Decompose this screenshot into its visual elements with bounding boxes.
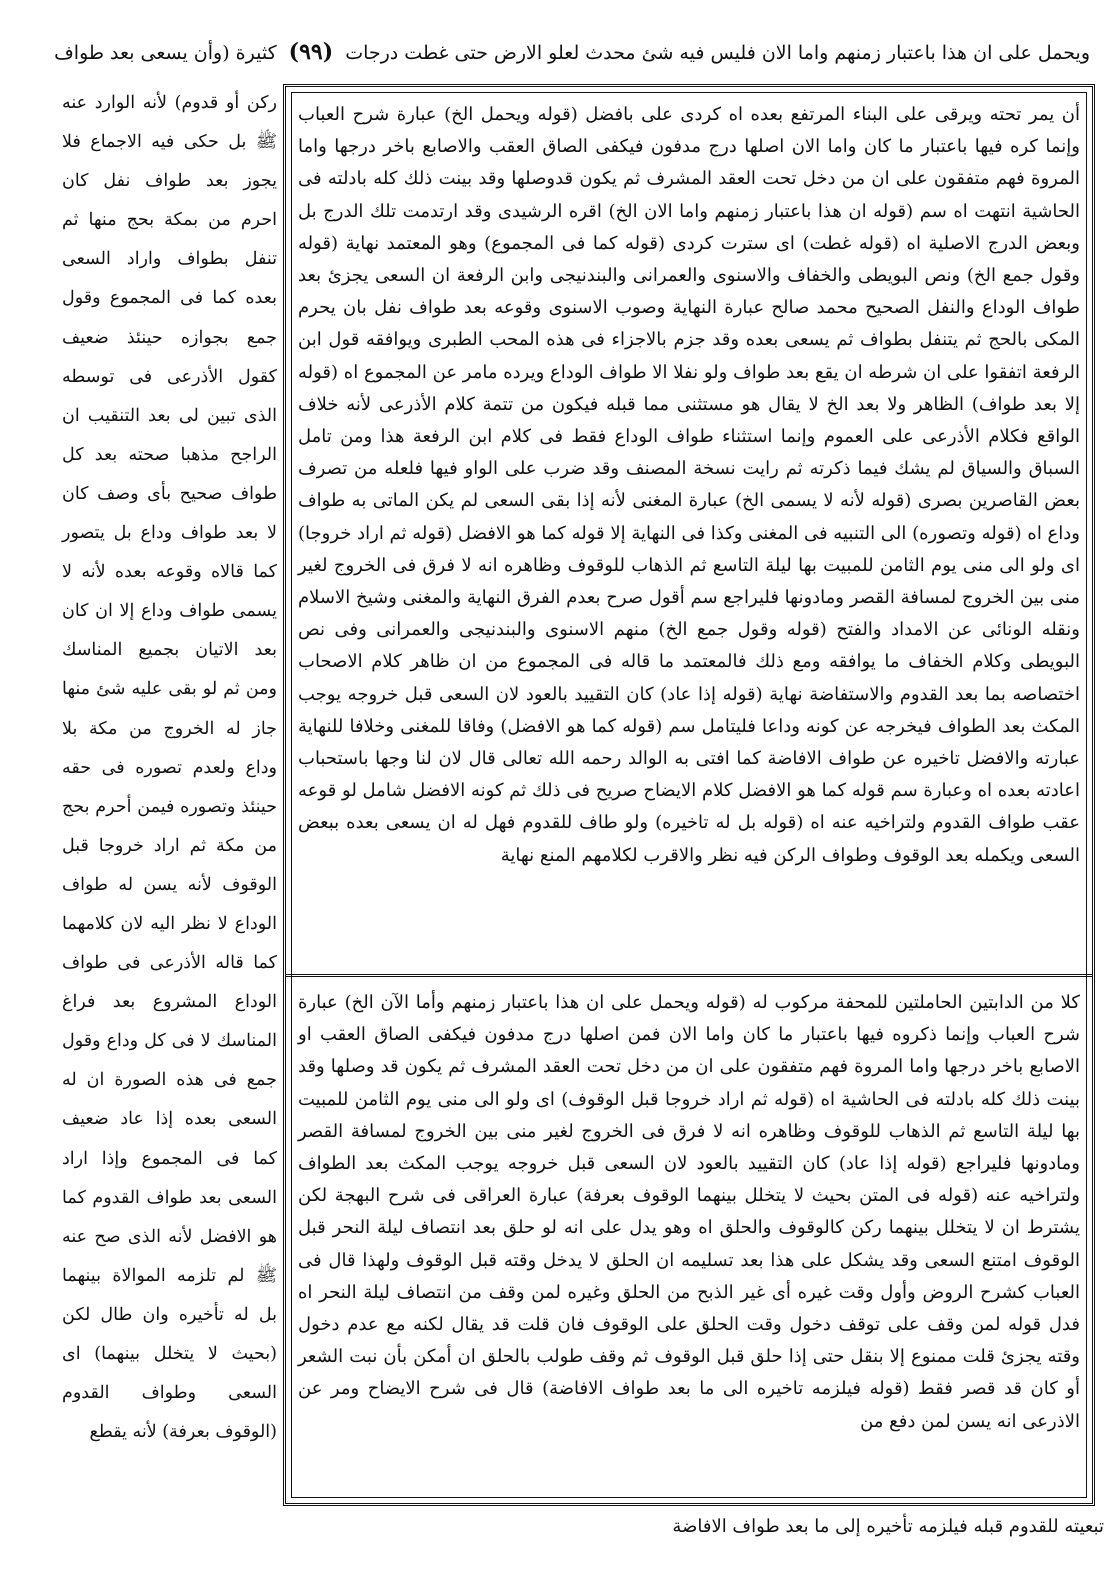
header-main: ويحمل على ان هذا باعتبار زمنهم واما الان فليس فيه شئ محدث لعلو الارض حتى غطت درجات: [345, 42, 1090, 64]
footer-text: تبعيته للقدوم قبله فيلزمه تأخيره إلى ما بعد طواف الافاضة: [672, 1516, 1104, 1537]
top-box-text: أن يمر تحته ويرقى على البناء المرتفع بعده اه كردى على بافضل (قوله ويحمل الخ) عبارة شرح العباب وإنما كره فيها باعتبار ما كان واما الان اصلها درج مدفون فيكفى الصاق العقب والاصابع باخر درجها واما المروة فهم متفقون على ان من دخل تحت العقد المشرف ثم يكون قدوصلها وقد بينت ذلك كله بادلته فى الحاشية انتهت اه سم (قوله ان هذا باعتبار زمنهم واما الان الخ) اقره الرشيدى وقد ارتدمت تلك الدرج بل وبعض الدرج الاصلية اه (قوله غطت) اى سترت كردى (قوله كما فى المجموع) وهو المعتمد نهاية (قوله وقول جمع الخ) ونص البويطى والخفاف والاسنوى والعمرانى والبندنيجى وابن الرفعة ان السعى يجزئ بعد طواف الوداع والنفل الصحيح محمد صالح عبارة النهاية وصوب الاسنوى وقوعه بعد طواف نفل بان يحرم المكى بالحج ثم يتنفل بطواف ثم يسعى بعده وقد جزم بالاجزاء فى هذه المحب الطبرى ويوافقه قول ابن الرفعة اتفقوا على ان شرطه ان يقع بعد طواف ولو نفلا الا طواف الوداع ويرده مامر عن المجموع اه (قوله إلا بعد طواف) الظاهر ولا بعد الخ لا يقال هو مستثنى مما قبله فيكون من تتمة كلام الأذرعى لأنه خلاف الواقع فكلام الأذرعى على العموم وإنما استثناء طواف الوداع فقط فى كلام ابن الرفعة هذا ومن تامل السباق والسياق لم يشك فيما ذكرته ثم رايت نسخة المصنف وقد ضرب على الواو فيها فلعله من تصرف بعض القاصرين بصرى (قوله لأنه لا يسمى الخ) عبارة المغنى لأنه إذا بقى السعى لم يكن الماتى به طواف وداع اه (قوله وتصوره) الى التنبيه فى المغنى وكذا فى النهاية إلا قوله كما هو الافضل (قوله ثم اراد خروجا) اى ولو الى منى يوم الثامن للمبيت بها ليلة التاسع ثم الذهاب للوقوف وظاهره انه لا فرق فى الخروج لغير منى بين الخروج لمسافة القصر ومادونها فليراجع سم أقول صرح بعدم الفرق النهاية والمغنى وشيخ الاسلام ونقله الونائى عن الامداد والفتح (قوله وقول جمع الخ) منهم الاسنوى والبندنيجى والعمرانى وفى نص البويطى وكلام الخفاف ما يوافقه ومع ذلك فالمعتمد ما قاله فى المجموع من ان ظاهر كلام الاصحاب اختصاصه بما بعد القدوم والاستفاضة نهاية (قوله إذا عاد) كان التقييد بالعود لان السعى قبل خروجه يوجب المكث بعد الطواف فيخرجه عن كونه وداعا فليتامل سم (قوله كما هو الافضل) وفاقا للمغنى وخلافا للنهاية عبارته والافضل تاخيره عن طواف الافاضة كما افتى به الوالد رحمه الله تعالى قال لان لنا وجها باستحباب اعادته بعده اه وعبارة سم قوله كما هو الافضل كلام الايضاح صريح فى ذلك ثم كونه الافضل شامل لو قوعه عقب طواف القدوم ولتراخيه عنه اه (قوله بل له تاخيره) ولو طاف للقدوم فهل له ان يسعى بعده ببعض السعى ويكمله بعد الوقوف وطواف الركن فيه نظر والاقرب لكلامهم المنع نهاية: [298, 104, 1081, 866]
side-column-text: ركن أو قدوم) لأنه الوارد عنه ﷺ بل حكى فيه الاجماع فلا يجوز بعد طواف نفل كان احرم من بمكة بحج منها ثم تنفل بطواف واراد السعى بعده كما فى المجموع وقول جمع بجوازه حينئذ ضعيف كقول الأذرعى فى توسطه الذى تبين لى بعد التنقيب ان الراجح مذهبا صحته بعد كل طواف صحيح بأى وصف كان لا بعد طواف وداع بل يتصور كما قالاه وقوعه بعده لأنه لا يسمى طواف وداع إلا ان كان بعد الاتيان بجميع المناسك ومن ثم لو بقى عليه شئ منها جاز له الخروج من مكة بلا وداع ولعدم تصوره فى حقه حينئذ وتصوره فيمن أحرم بحج من مكة ثم اراد خروجا قبل الوقوف لأنه يسن له طواف الوداع لا نظر اليه لان كلامهما كما قاله الأذرعى فى طواف الوداع المشروع بعد فراغ المناسك لا فى كل وداع وقول جمع فى هذه الصورة ان له السعى بعده إذا عاد ضعيف كما فى المجموع وإذا اراد السعى بعد طواف القدوم كما هو الافضل لأنه الذى صح عنه ﷺ لم تلزمه الموالاة بينهما بل له تأخيره وان طال لكن (بحيث لا يتخلل بينهما) اى السعى وطواف القدوم (الوقوف بعرفة) لأنه يقطع: [62, 93, 277, 1443]
commentary-frame: [283, 84, 1095, 1506]
page-footer: [60, 1515, 1104, 1565]
header-side-start: كثيرة (وأن يسعى بعد طواف: [54, 42, 277, 64]
frame-divider: [286, 974, 1092, 977]
hashiya-top-box: [298, 99, 1080, 964]
matn-side-column: [62, 84, 277, 1509]
bottom-box-text: كلا من الدابتين الحاملتين للمحفة مركوب له (قوله ويحمل على ان هذا باعتبار زمنهم وأما الآن الخ) عبارة شرح العباب وإنما ذكروه فيها باعتبار ما كان واما الان فمن اصلها درج مدفون فيكفى الصاق العقب او الاصابع باخر درجها واما المروة فهم متفقون على ان من دخل تحت العقد المشرف ثم يكون قد وصلها وقد بينت ذلك كله بادلته فى الحاشية اه (قوله ثم اراد خروجا قبل الوقوف) اى ولو الى منى يوم الثامن للمبيت بها ليلة التاسع ثم الذهاب للوقوف وظاهره انه لا فرق فى الخروج لغير منى بين الخروج لمسافة القصر ومادونها فليراجع (قوله إذا عاد) كان التقييد بالعود لان السعى قبل خروجه يوجب المكث بعد الطواف ولتراخيه عنه (قوله فى المتن بحيث لا يتخلل بينهما الوقوف بعرفة) عبارة العراقى فى شرح البهجة لكن يشترط ان لا يتخلل بينهما ركن كالوقوف والحلق اه وهو يدل على انه لو حلق بعد انتصاف ليلة النحر قبل الوقوف امتنع السعى وقد يشكل على هذا بعد تسليمه ان الحلق لا يدخل وقته قبل الوقوف ولهذا قال فى العباب كشرح الروض وأول وقت غيره أى غير الذبح من الحلق وغيره لمن وقف من انتصاف ليلة النحر اه فدل قوله لمن وقف على توقف دخول وقت الحلق على الوقوف فان قلت قد يقال لكنه مع عدم دخول وقته يجزئ قلت ممنوع إلا بنقل حتى إذا حلق قبل الوقوف ثم وقف طولب بالحلق ان أمكن بأن نبت الشعر أو كان قد قصر فقط (قوله فيلزمه تاخيره الى ما بعد طواف الافاضة) قال فى شرح الايضاح ومر عن الاذرعى انه يسن لمن دفع من: [298, 992, 1080, 1432]
page-header: [0, 0, 1104, 86]
header-text: [54, 39, 1090, 65]
hashiya-bottom-box: [298, 987, 1080, 1497]
page-number: (٩٩): [288, 39, 334, 65]
